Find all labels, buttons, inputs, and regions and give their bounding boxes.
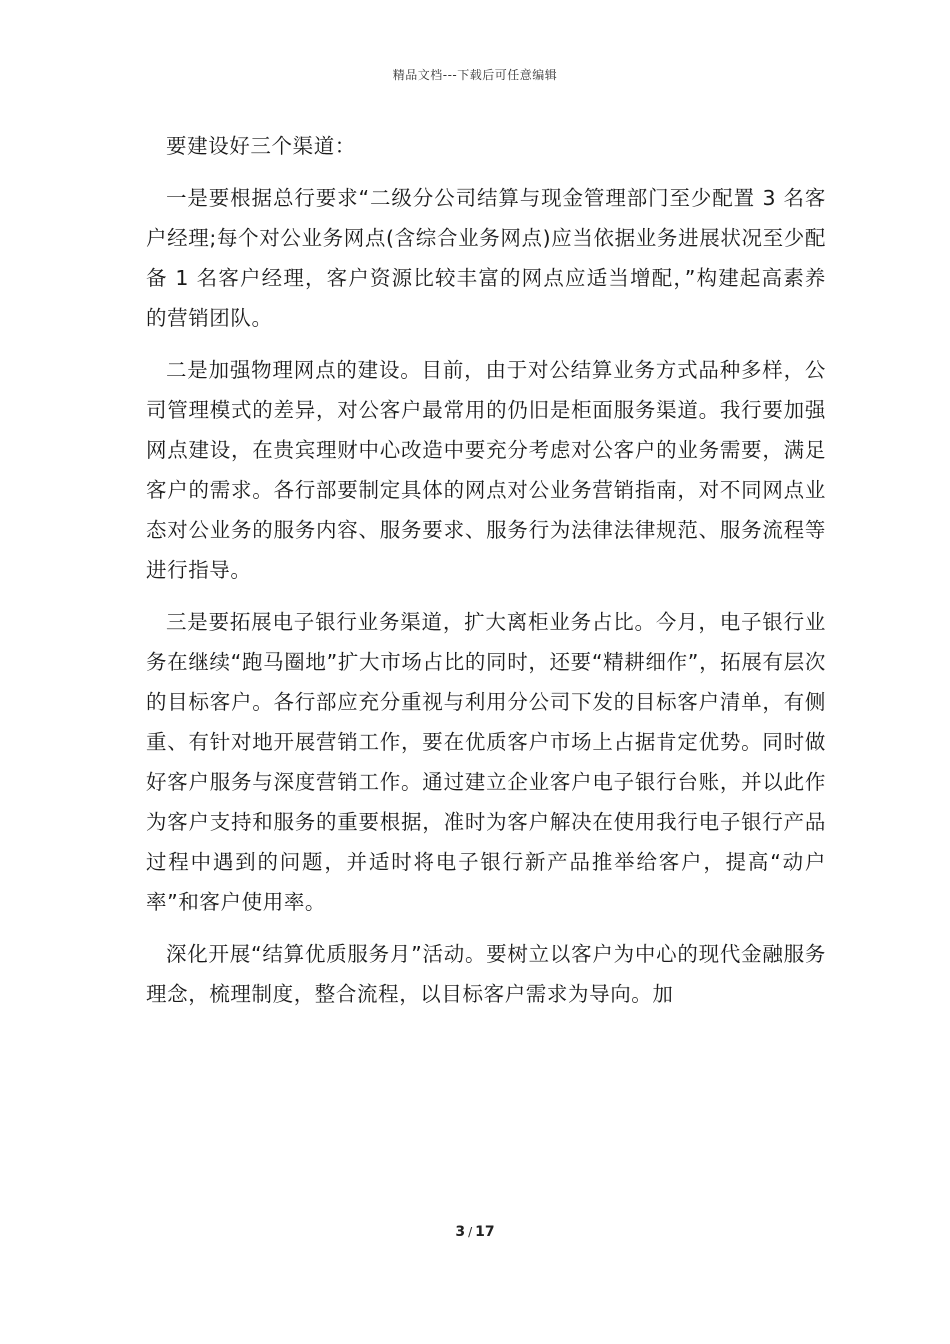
page-current: 3 [455, 1224, 466, 1240]
paragraph-service-month: 深化开展“结算优质服务月”活动。要树立以客户为中心的现代金融服务理念，梳理制度，整合流程，以目标客户需求为导向。加 [146, 942, 826, 1006]
page-total: 17 [475, 1224, 495, 1240]
page-header: 精品文档---下载后可任意编辑 [392, 68, 558, 82]
page-separator: / [468, 1225, 473, 1239]
page-number [0, 1224, 950, 1240]
document-body [146, 126, 826, 1026]
paragraph-channel-one: 一是要根据总行要求“二级分公司结算与现金管理部门至少配置 3 名客户经理;每个对公业务网点(含综合业务网点)应当依据业务进展状况至少配备 1 名客户经理，客户资源比较丰富的网点应适当增配，”构建起高素养的营销团队。 [146, 186, 826, 330]
paragraph-intro: 要建设好三个渠道： [166, 134, 356, 158]
paragraph-channel-two: 二是加强物理网点的建设。目前，由于对公结算业务方式品种多样，公司管理模式的差异，对公客户最常用的仍旧是柜面服务渠道。我行要加强网点建设，在贵宾理财中心改造中要充分考虑对公客户的业务需要，满足客户的需求。各行部要制定具体的网点对公业务营销指南，对不同网点业态对公业务的服务内容、服务要求、服务行为法律法律规范、服务流程等进行指导。 [146, 358, 826, 582]
paragraph-channel-three: 三是要拓展电子银行业务渠道，扩大离柜业务占比。今月，电子银行业务在继续“跑马圈地”扩大市场占比的同时，还要“精耕细作”，拓展有层次的目标客户。各行部应充分重视与利用分公司下发的目标客户清单，有侧重、有针对地开展营销工作，要在优质客户市场上占据肯定优势。同时做好客户服务与深度营销工作。通过建立企业客户电子银行台账，并以此作为客户支持和服务的重要根据，准时为客户解决在使用我行电子银行产品过程中遇到的问题，并适时将电子银行新产品推举给客户，提高“动户率”和客户使用率。 [146, 610, 826, 914]
